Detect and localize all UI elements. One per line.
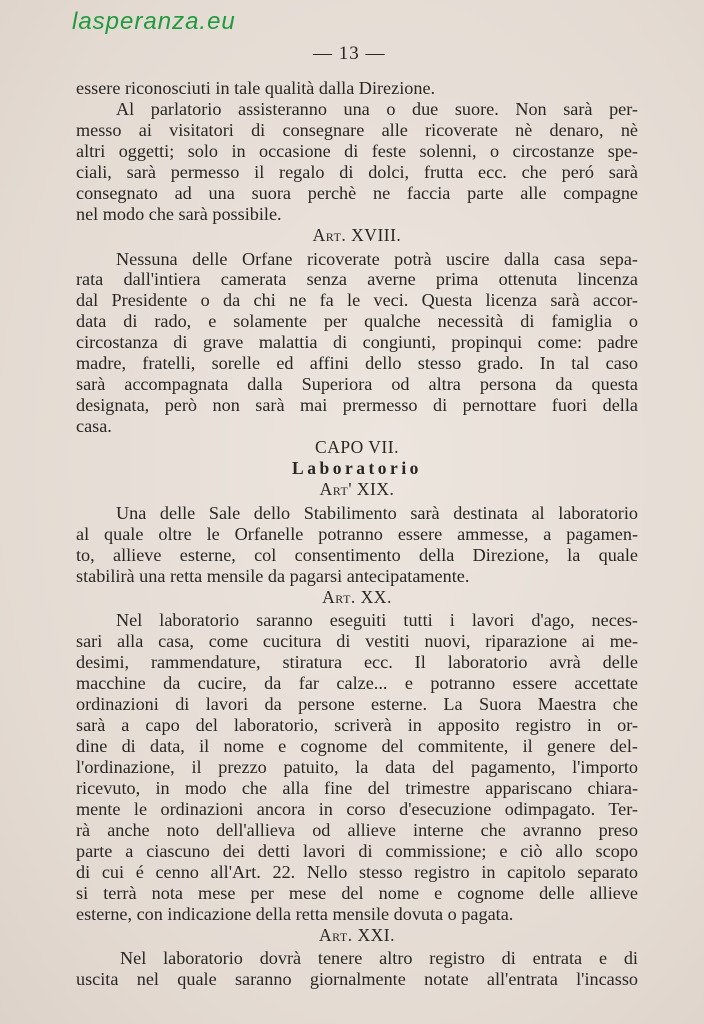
text-line: desimi, rammendature, stiratura ecc. Il laboratorio avrà delle	[76, 652, 638, 673]
text-line: uscita nel quale saranno giornalmente notate all'entrata l'incasso	[76, 969, 638, 990]
watermark: lasperanza.eu	[72, 8, 236, 35]
text-line: nel modo che sarà possibile.	[76, 203, 282, 224]
text-line: ordinazioni di lavori da persone esterne. La Suora Maestra che	[76, 694, 638, 715]
article-heading: Art' XIX.	[319, 478, 395, 499]
chapter-title: Laboratorio	[292, 457, 422, 478]
text-line: parte a ciascuno dei detti lavori di commissione; e ciò allo scopo	[76, 840, 638, 861]
text-line: al quale oltre le Orfanelle potranno essere ammesse, a pagamen-	[76, 523, 638, 544]
chapter-heading: CAPO VII.	[315, 436, 399, 457]
text-line: casa.	[76, 416, 112, 436]
text-line: messo ai visitatori di consegnare alle ricoverate nè denaro, nè	[76, 119, 638, 140]
article-heading: Art. XX.	[322, 586, 392, 607]
text-line: to, allieve esterne, col consentimento della Direzione, la quale	[76, 544, 638, 565]
text-line: data di rado, e solamente per qualche necessità di famiglia o	[76, 311, 638, 332]
text-line: consegnato ad una suora perchè ne faccia parte alle compagne	[76, 182, 638, 203]
text-line: mente le ordinazioni ancora in corso d'esecuzione odimpagato. Ter-	[76, 798, 638, 819]
text-line: ricevuto, in modo che alla fine del trimestre appariscano chiara-	[76, 777, 638, 798]
text-line: rata dall'intiera camerata senza averne prima ottenuta lincenza	[76, 269, 638, 290]
text-line: Nessuna delle Orfane ricoverate potrà uscire dalla casa sepa-	[116, 248, 638, 269]
text-line: dine di data, il nome e cognome del commitente, il genere del-	[76, 736, 638, 757]
text-line: macchine da cucire, da far calze... e potranno essere accettate	[76, 673, 638, 694]
text-line: si terrà nota mese per mese del nome e cognome delle allieve	[76, 882, 638, 903]
body-text	[76, 78, 638, 990]
text-line: esterne, con indicazione della retta mensile dovuta o pagata.	[76, 903, 514, 924]
text-line: ciali, sarà permesso il regalo di dolci, frutta ecc. che peró sarà	[76, 161, 638, 182]
text-line: l'ordinazione, il prezzo patuito, la data del pagamento, l'importo	[76, 757, 638, 777]
text-line: sarà a capo del laboratorio, scriverà in apposito registro in or-	[76, 715, 638, 736]
text-line: rà anche noto dell'allieva od allieve interne che avranno preso	[76, 819, 638, 840]
text-line: sari alla casa, come cucitura di vestiti nuovi, riparazione ai me-	[76, 631, 638, 652]
page-number: — 13 —	[313, 43, 386, 64]
text-line: madre, fratelli, sorelle ed affini dello stesso grado. In tal caso	[76, 353, 638, 374]
text-line: Nel laboratorio dovrà tenere altro registro di entrata e di	[120, 948, 638, 969]
article-heading: Art. XXI.	[319, 924, 395, 945]
text-line: circostanza di grave malattia di congiunti, propinqui come: padre	[76, 332, 638, 353]
text-line: di cui é cenno all'Art. 22. Nello stesso registro in capitolo separato	[76, 861, 638, 882]
text-line: sarà accompagnata dalla Superiora od altra persona da questa	[76, 374, 638, 395]
text-line: essere riconosciuti in tale qualità dalla Direzione.	[76, 78, 436, 98]
text-line: Una delle Sale dello Stabilimento sarà destinata al laboratorio	[116, 502, 638, 523]
text-line: dal Presidente o da chi ne fa le veci. Questa licenza sarà accor-	[76, 290, 638, 311]
text-line: Al parlatorio assisteranno una o due suore. Non sarà per-	[116, 98, 638, 119]
text-line: designata, però non sarà mai prermesso di pernottare fuori della	[76, 395, 638, 416]
text-line: altri oggetti; solo in occasione di feste solenni, o circostanze spe-	[76, 140, 638, 161]
article-heading: Art. XVIII.	[312, 224, 402, 245]
text-line: Nel laboratorio saranno eseguiti tutti i lavori d'ago, neces-	[116, 610, 638, 631]
text-line: stabilirà una retta mensile da pagarsi antecipatamente.	[76, 565, 470, 586]
